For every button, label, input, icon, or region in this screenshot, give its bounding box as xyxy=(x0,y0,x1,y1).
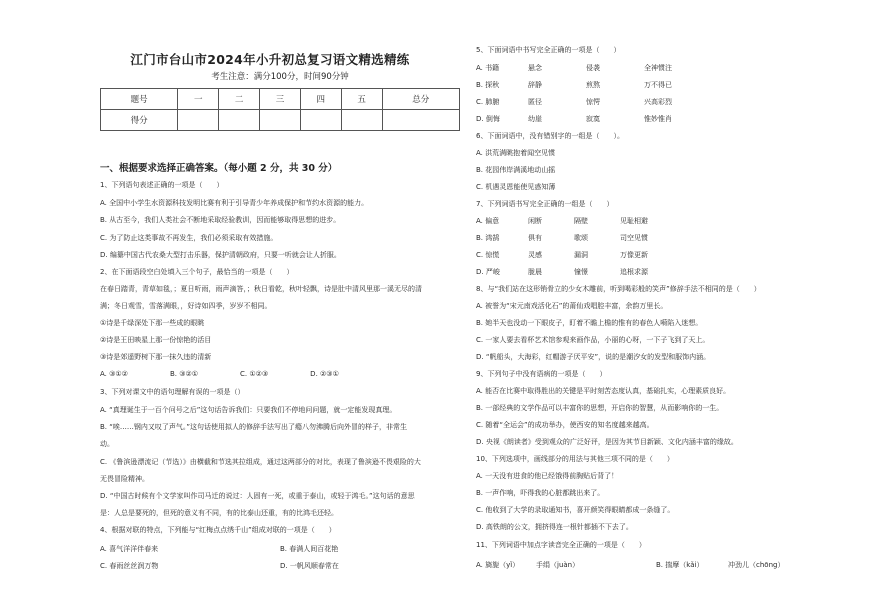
word: 匿径 xyxy=(528,98,542,106)
option-line: B. 她半天也没动一下眼皮子，盯着不瞻上檐的惟有的春色人嗬陷入迷想。 xyxy=(476,319,703,327)
word: 憧憬 xyxy=(574,268,588,276)
option-line: C. 他收到了大学的录取通知书，喜开颜笑得眼睛都成一条缝了。 xyxy=(476,506,675,514)
section-heading: 一、根据要求选择正确答案。（每小题 2 分，共 30 分） xyxy=(100,163,338,174)
option-line: D. “中国古时候有个文学家叫作司马迁的说过：人固有一死，或重于泰山，或轻于鸿毛。”这句话的意思 xyxy=(100,492,415,500)
option-row xyxy=(100,562,339,571)
option-line: D. 高铁朗的公文，拥挤得连一根针都插不下去了。 xyxy=(476,523,633,531)
option-line: 是：人总是要死的，但死的意义有不同，有的比泰山还重，有的比鸿毛还轻。 xyxy=(100,509,338,517)
score-cell xyxy=(178,110,219,131)
word: 惊愕 xyxy=(586,98,600,106)
option-line: A. 能否在比赛中取得胜出的关键是平时刻苦态度认真，基础扎实，心理素质良好。 xyxy=(476,387,731,395)
word: B. 探秋 xyxy=(476,81,500,89)
option-row xyxy=(476,561,784,570)
option-line: ①诗是千绿深处下那一些成的眼眺 xyxy=(100,319,205,327)
option-line: C. 机遇灵恩能使见惑知薄 xyxy=(476,183,556,191)
option-line: A. 洪荒满眺抱着闻空见惯 xyxy=(476,149,556,157)
header-cell: 三 xyxy=(260,89,301,110)
question-stem: 2、在下面语段空白处填入三个句子，最恰当的一项是（ ） xyxy=(100,268,294,276)
score-cell xyxy=(382,110,459,131)
option-row xyxy=(476,268,648,277)
word: 幼崖 xyxy=(528,115,542,123)
word: 追根求源 xyxy=(620,268,648,276)
option: 手绢（juàn） xyxy=(536,561,580,569)
score-table-score-row xyxy=(101,110,460,131)
header-cell: 四 xyxy=(300,89,341,110)
option-line: 无畏冒险精神。 xyxy=(100,475,149,483)
option: B. 揣摩（kǎi） xyxy=(656,561,704,569)
score-table xyxy=(100,88,460,131)
word: 惟妙惟肖 xyxy=(644,115,672,123)
word: 悬念 xyxy=(528,64,542,72)
word: A. 偏意 xyxy=(476,217,500,225)
exam-note: 考生注意：满分100分，时间90分钟 xyxy=(211,72,349,82)
header-cell: 五 xyxy=(341,89,382,110)
option-line: A. ③①② B. ③②① C. ①②③ D. ②③① xyxy=(100,370,339,378)
passage-line: 在春日踏青，青草如毯，；夏日听雨，雨声滴答，；秋日看乾，秋叶轻飘，诗是肚中清风里那一溪无尽的清 xyxy=(100,285,422,293)
question-stem: 10、下列选项中，画线部分的用法与其他三项不同的是（ ） xyxy=(476,455,674,463)
word: 漏洞 xyxy=(574,251,588,259)
word: 煎熬 xyxy=(586,81,600,89)
option-line: D. 编纂中国古代农桑大型打击乐器，保护清朝政府，只要一听就会让人折服。 xyxy=(100,251,341,259)
word: 侵袭 xyxy=(586,64,600,72)
score-cell xyxy=(300,110,341,131)
option: 冲劲儿（chōng） xyxy=(728,561,785,569)
score-table-header-row xyxy=(101,89,460,110)
question-stem: 1、下列语句表述正确的一项是（ ） xyxy=(100,181,224,189)
header-cell: 二 xyxy=(219,89,260,110)
passage-line: 满；冬日观雪，雪落满眼，，好诗如四季，岁岁不相同。 xyxy=(100,302,272,310)
option-row xyxy=(476,115,672,124)
score-cell xyxy=(341,110,382,131)
option: A. 喜气洋洋伴春来 xyxy=(100,545,159,553)
header-cell: 题号 xyxy=(101,89,178,110)
option-line: A. 全国中小学生水资源科技发明比赛有利于引导青少年养成保护和节约水资源的能力。 xyxy=(100,199,369,207)
option-line: C. 一家人要去看杯艺术馆参观来画作品，小丽的心呀，一下子飞到了天上。 xyxy=(476,336,710,344)
word: 俱有 xyxy=(528,234,542,242)
option-row xyxy=(476,234,648,243)
option: C. 春雨丝丝润万物 xyxy=(100,562,159,570)
option-line: B. 花园伟岸满溪地动山摇 xyxy=(476,166,556,174)
option-line: A. 被誉为“宋元南戏活化石”的莆仙戏唱腔丰富，余韵万里长。 xyxy=(476,302,668,310)
score-cell xyxy=(219,110,260,131)
option-line: B. 一声作响，吓得我的心脏都跳出来了。 xyxy=(476,489,605,497)
question-stem: 6、下面词语中，没有错别字的一组是（ ）。 xyxy=(476,132,624,140)
option-line: B. “唉……钢内又叹了声气。”这句话使用拟人的修辞手法写出了瘾八勿沸腾后向外冒的样子，非常生 xyxy=(100,423,408,431)
option-line: ③诗是郊遥野树下那一抹久违的清新 xyxy=(100,353,212,361)
question-stem: 5、下面词语中书写完全正确的一项是（ ） xyxy=(476,46,621,54)
option: B. 春满人间百花艳 xyxy=(280,545,339,553)
score-row-label: 得分 xyxy=(101,110,178,131)
option: D. 一帆风顺春常在 xyxy=(280,562,339,570)
question-stem: 8、与“我们站在这形销骨立的少女木雕前，听到喝彩般的笑声”修辞手法不相同的是（ ） xyxy=(476,285,761,293)
header-cell: 一 xyxy=(178,89,219,110)
word: 见耻相避 xyxy=(620,217,648,225)
word: 万像更新 xyxy=(620,251,648,259)
option-row xyxy=(476,64,672,73)
word: 闲断 xyxy=(528,217,542,225)
option-line: A. “真理诞生于一百个问号之后”这句话告诉我们：只要我们不停地问问题，就一定能发现真理。 xyxy=(100,406,397,414)
word: D. 严峻 xyxy=(476,268,500,276)
option-line: C. 随着“全运会”的成功举办，使西安的知名度越来越高。 xyxy=(476,421,654,429)
option-line: 动。 xyxy=(100,440,114,448)
word: B. 鸿鹄 xyxy=(476,234,500,242)
option-line: C. 《鲁滨逊漂流记（节选）》由横截和节选其拉组成，通过这两部分的对比，表现了鲁滨逊不畏艰险的大 xyxy=(100,458,421,466)
option-row xyxy=(476,81,672,90)
option-row xyxy=(476,217,648,226)
option-row xyxy=(476,251,648,260)
word: 全神惯注 xyxy=(644,64,672,72)
word: 灵感 xyxy=(528,251,542,259)
question-stem: 4、根据对联的特点，下列能与“红梅点点绣千山”组成对联的一项是（ ） xyxy=(100,526,336,534)
option-row xyxy=(100,545,338,554)
option-line: D. 央视《朗读者》受到观众的广泛好评，是因为其节目新颖、文化内涵丰富的缘故。 xyxy=(476,438,738,446)
option-line: B. 从古至今，我们人类社会不断地采取经验教训，因而能够取得思想的进步。 xyxy=(100,216,341,224)
option-row xyxy=(476,98,672,107)
word: 万不得已 xyxy=(644,81,672,89)
word: C. 肺腑 xyxy=(476,98,500,106)
word: A. 书籍 xyxy=(476,64,500,72)
option-line: C. 为了防止这类事故不再发生，我们必须采取有效措施。 xyxy=(100,234,278,242)
question-stem: 11、下列词语中加点字读音完全正确的一项是（ ） xyxy=(476,541,646,549)
question-stem: 9、下列句子中没有语病的一项是（ ） xyxy=(476,370,607,378)
option-line: ②诗是王田映星上那一份惊艳的活目 xyxy=(100,336,212,344)
word: D. 倒悔 xyxy=(476,115,500,123)
word: 寂寞 xyxy=(586,115,600,123)
word: 隔壁 xyxy=(574,217,588,225)
word: C. 惊慌 xyxy=(476,251,500,259)
option-line: B. 一部经典的文学作品可以丰富你的思想，开启你的智慧，从而影响你的一生。 xyxy=(476,404,724,412)
score-cell xyxy=(260,110,301,131)
word: 歌颂 xyxy=(574,234,588,242)
word: 胧晨 xyxy=(528,268,542,276)
word: 司空见惯 xyxy=(620,234,648,242)
word: 辞静 xyxy=(528,81,542,89)
page-title: 江门市台山市2024年小升初总复习语文精选精练 xyxy=(130,52,410,67)
option: A. 旖旎（yǐ） xyxy=(476,561,520,569)
question-stem: 7、下列词语书写完全正确的一组是（ ） xyxy=(476,200,614,208)
option-line: A. 一天没有进食的他已经饿得前胸贴后背了！ xyxy=(476,472,619,480)
option-line: D. “帆船头，大海彩，红帽游子厌平安”，说的是潮汐女的发型和服饰内涵。 xyxy=(476,353,711,361)
word: 兴高彩烈 xyxy=(644,98,672,106)
question-stem: 3、下列对课文中的语句理解有误的一项是（） xyxy=(100,388,245,396)
header-cell: 总分 xyxy=(382,89,459,110)
